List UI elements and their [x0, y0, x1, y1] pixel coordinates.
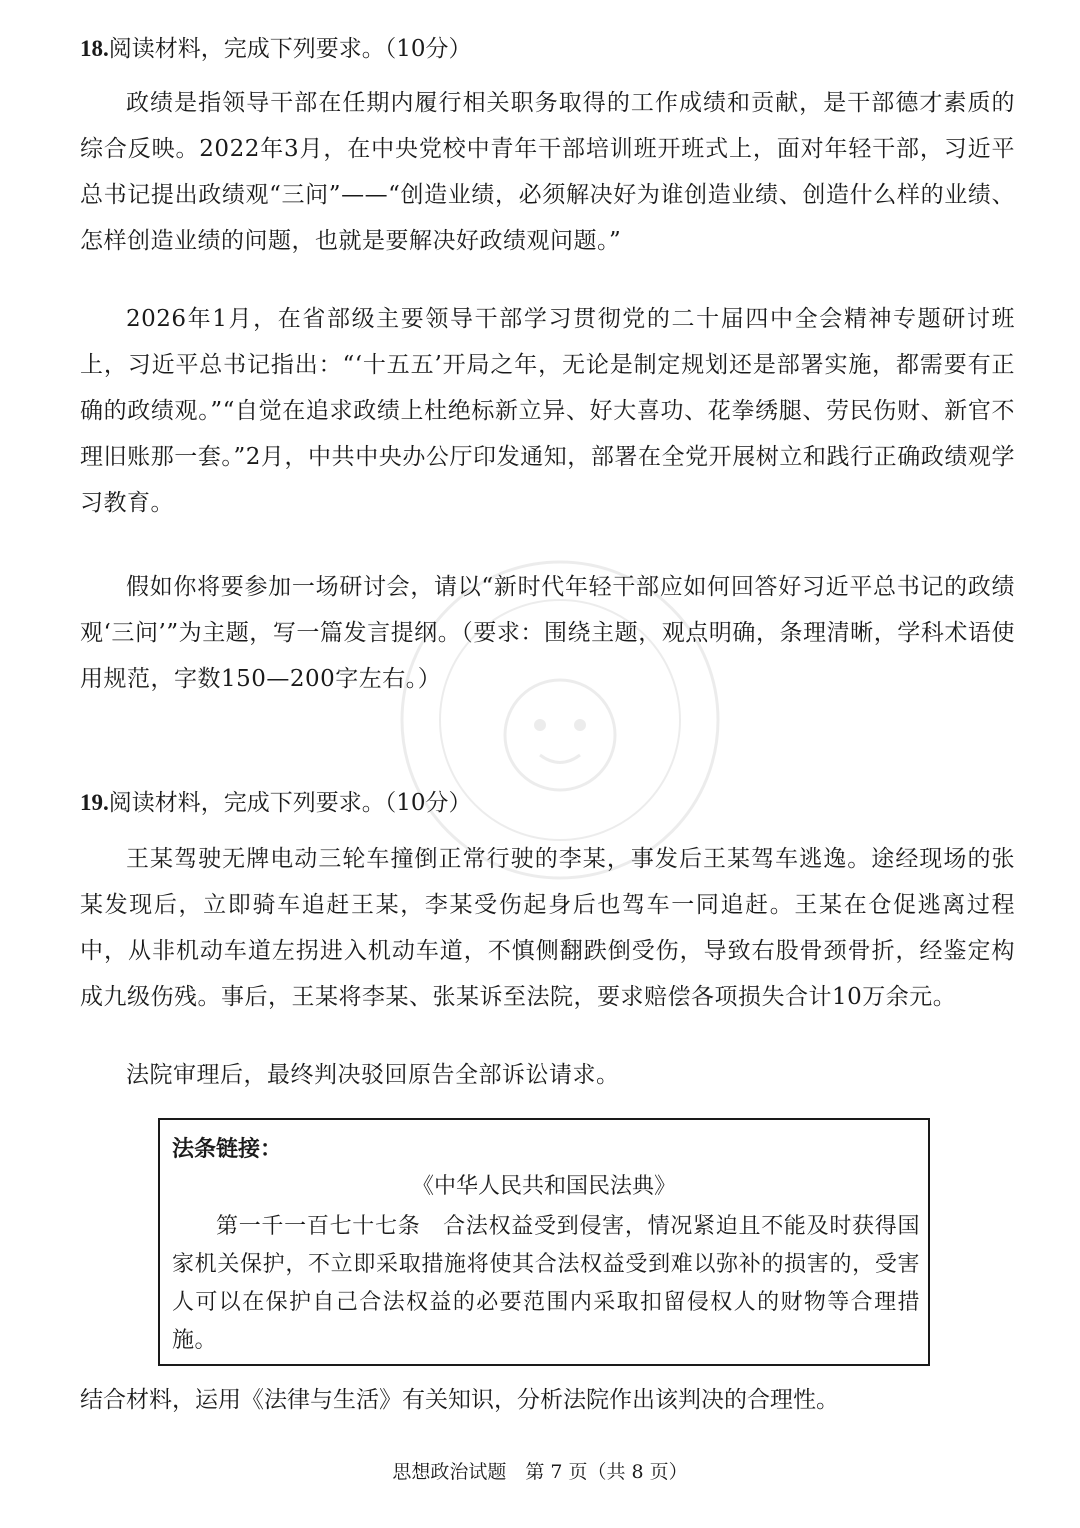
law-box-title: 法条链接： — [172, 1137, 283, 1162]
q18-paragraph-3: 假如你将要参加一场研讨会，请以“新时代年轻干部应如何回答好习近平总书记的政绩观‘三问’”为主题，写一篇发言提纲。（要求：围绕主题，观点明确，条理清晰，学科术语使用规范，字数150—200字左右。） — [80, 574, 1015, 692]
q19-task: 结合材料，运用《法律与生活》有关知识，分析法院作出该判决的合理性。 — [80, 1387, 839, 1413]
q19-paragraph-1: 王某驾驶无牌电动三轮车撞倒正常行驶的李某，事发后王某驾车逃逸。途经现场的张某发现后，立即骑车追赶王某，李某受伤起身后也驾车一同追赶。王某在仓促逃离过程中，从非机动车道左拐进入机动车道，不慎侧翻跌倒受伤，导致右股骨颈骨折，经鉴定构成九级伤残。事后，王某将李某、张某诉至法院，要求赔偿各项损失合计10万余元。 — [80, 846, 1015, 1010]
q18-paragraph-2: 2026年1月，在省部级主要领导干部学习贯彻党的二十届四中全会精神专题研讨班上，习近平总书记指出：“‘十五五’开局之年，无论是制定规划还是部署实施，都需要有正确的政绩观。”“自觉在追求政绩上杜绝标新立异、好大喜功、花拳绣腿、劳民伤财、新官不理旧账那一套。”2月，中共中央办公厅印发通知，部署在全党开展树立和践行正确政绩观学习教育。 — [80, 306, 1015, 516]
q18-heading: 18.阅读材料，完成下列要求。（10分） — [80, 36, 472, 62]
q18-paragraph-1: 政绩是指领导干部在任期内履行相关职务取得的工作成绩和贡献，是干部德才素质的综合反映。2022年3月，在中央党校中青年干部培训班开班式上，面对年轻干部，习近平总书记提出政绩观“三问”——“创造业绩，必须解决好为谁创造业绩、创造什么样的业绩、怎样创造业绩的问题，也就是要解决好政绩观问题。” — [80, 90, 1015, 254]
page-footer: 思想政治试题 第 7 页（共 8 页） — [392, 1461, 688, 1483]
law-article-text: 第一千一百七十七条 合法权益受到侵害，情况紧迫且不能及时获得国家机关保护，不立即采取措施将使其合法权益受到难以弥补的损害的，受害人可以在保护自己合法权益的必要范围内采取扣留侵权人的财物等合理措施。 — [172, 1214, 920, 1353]
q19-paragraph-2: 法院审理后，最终判决驳回原告全部诉讼请求。 — [126, 1062, 620, 1088]
law-article-box — [158, 1118, 930, 1366]
q19-heading: 19.阅读材料，完成下列要求。（10分） — [80, 790, 472, 816]
law-book-title: 《中华人民共和国民法典》 — [411, 1174, 676, 1199]
